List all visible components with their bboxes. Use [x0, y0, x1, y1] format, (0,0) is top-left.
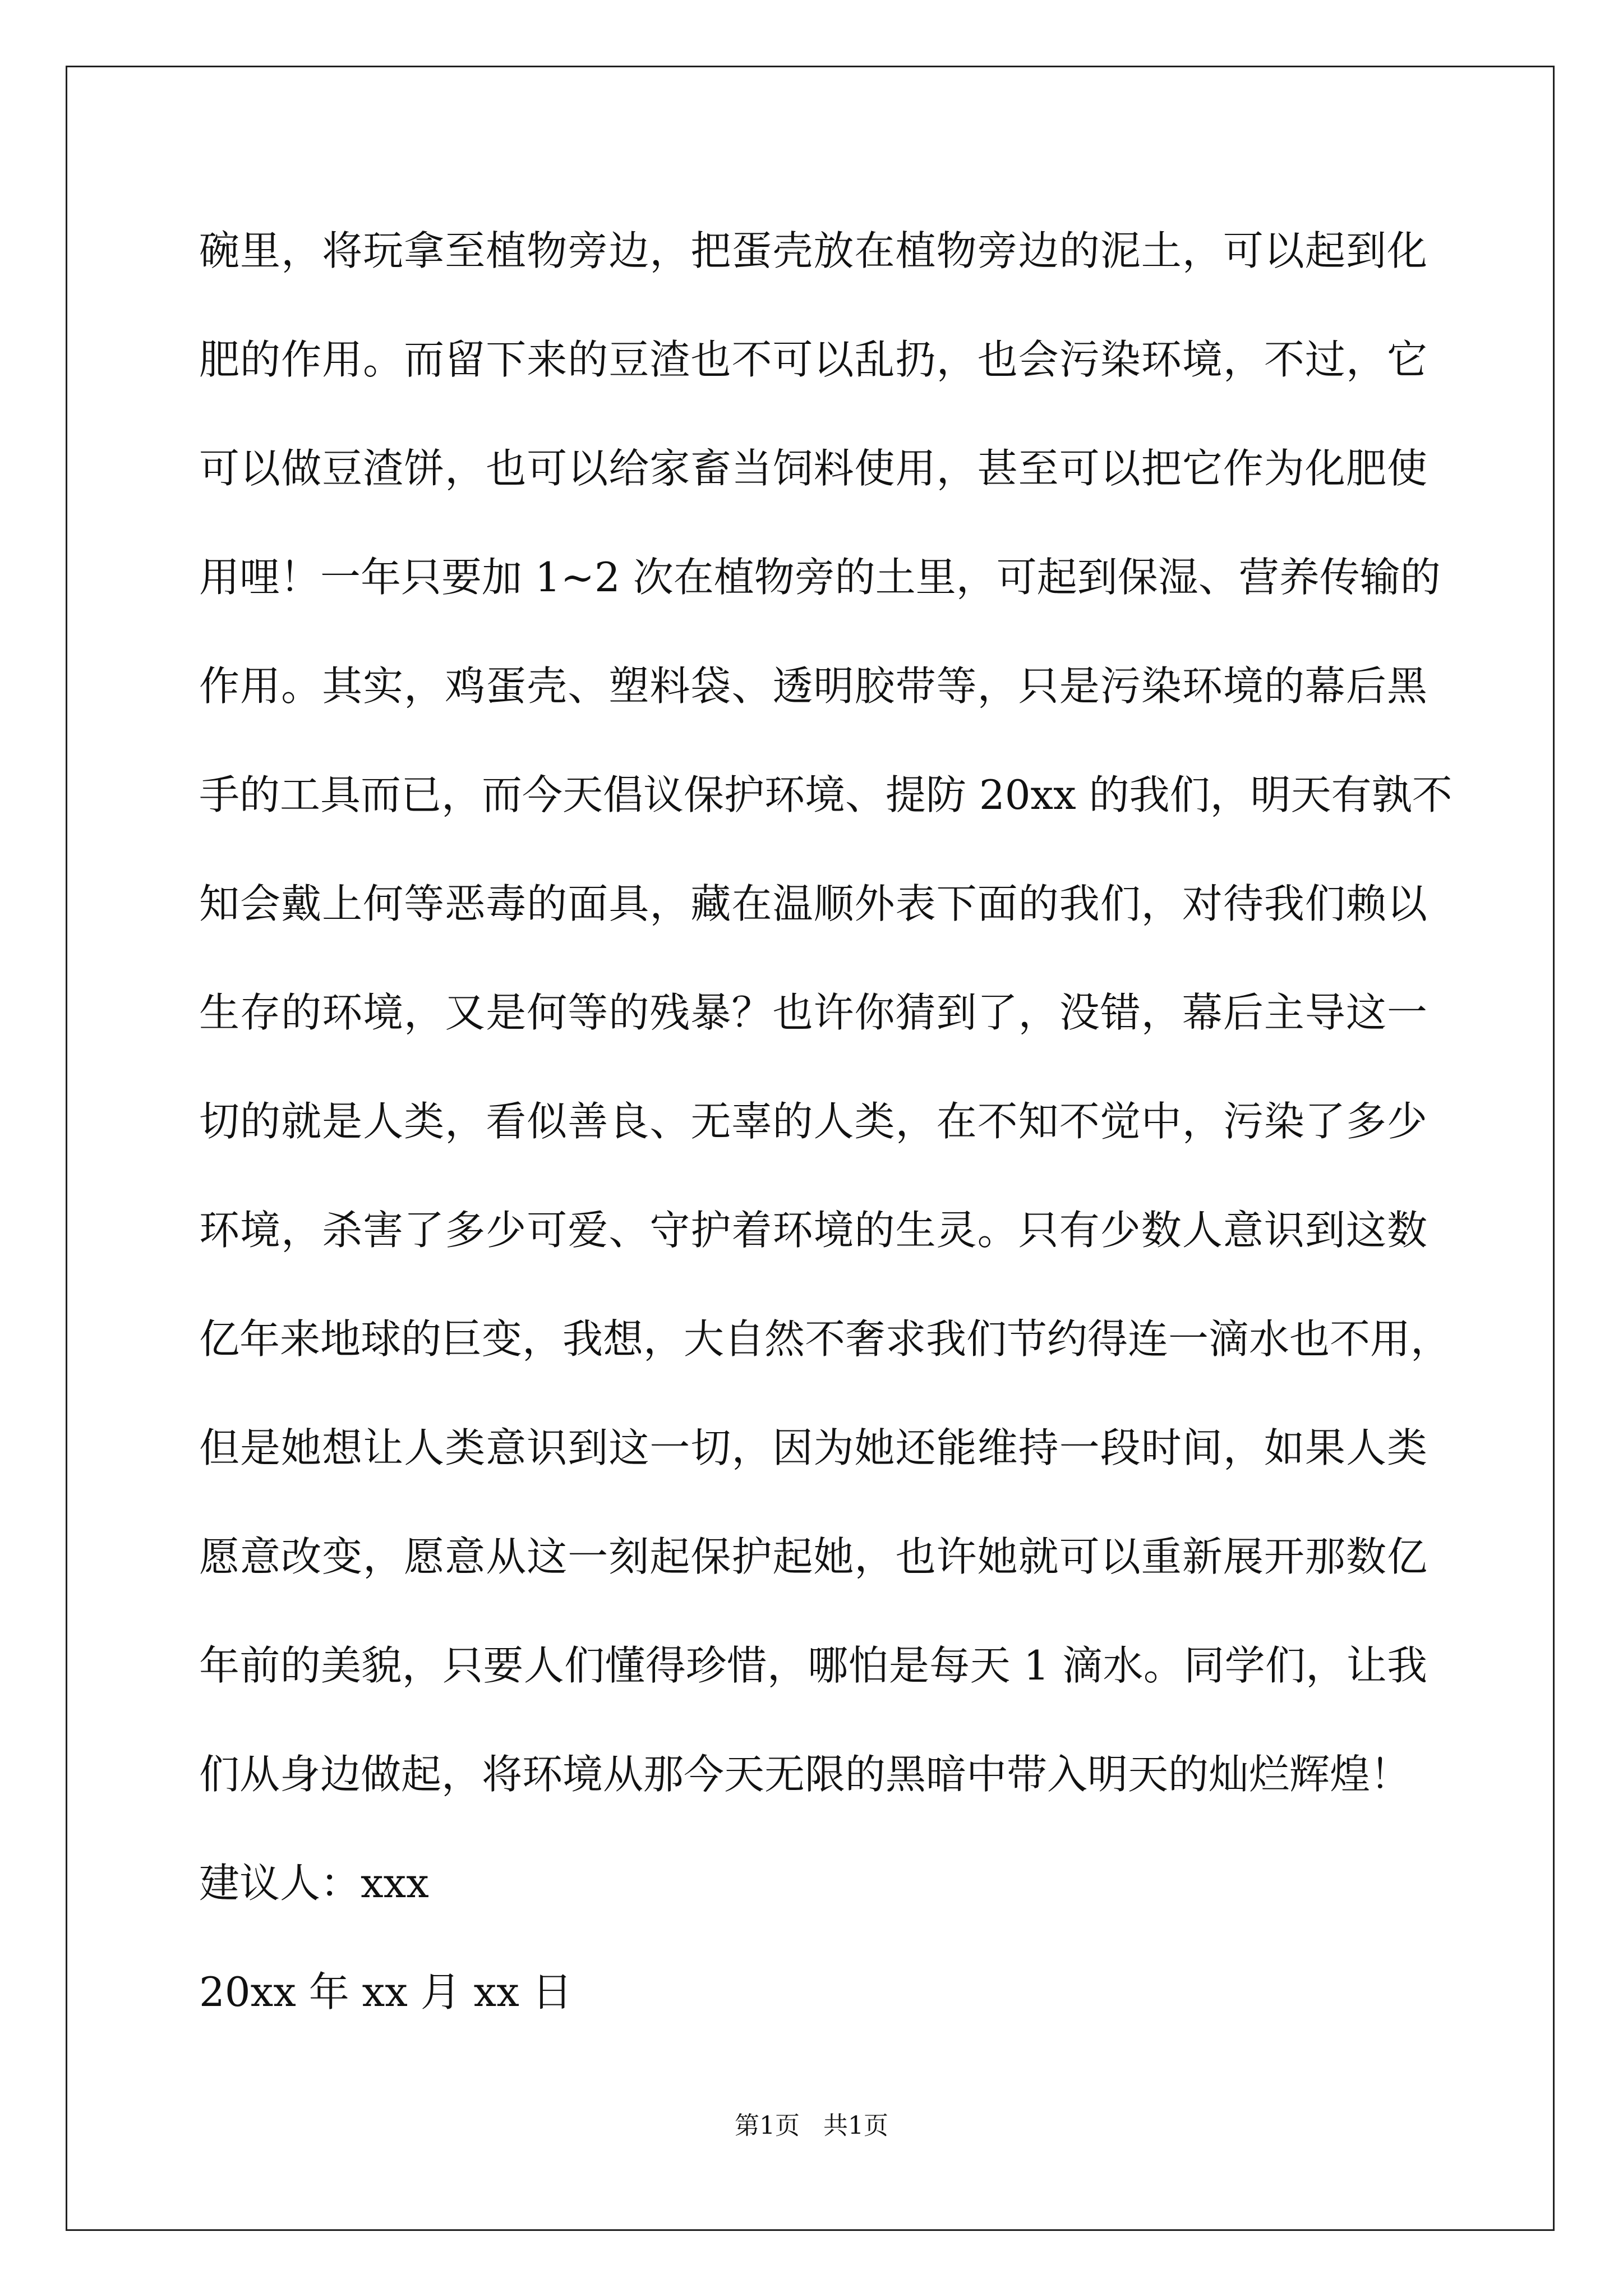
body-line: 切的就是人类，看似善良、无辜的人类，在不知不觉中，污染了多少: [199, 1098, 1427, 1145]
page-number-total: 共1页: [823, 2111, 888, 2140]
body-line: 亿年来地球的巨变，我想，大自然不奢求我们节约得连一滴水也不用，: [199, 1315, 1451, 1363]
body-line: 们从身边做起，将环境从那今天无限的黑暗中带入明天的灿烂辉煌！: [199, 1751, 1411, 1798]
body-line: 生存的环境，又是何等的残暴？也许你猜到了，没错，幕后主导这一: [199, 989, 1427, 1036]
body-line: 愿意改变，愿意从这一刻起保护起她，也许她就可以重新展开那数亿: [199, 1533, 1427, 1580]
page-footer: [0, 2109, 1623, 2143]
signature-date: 20xx 年 xx 月 xx 日: [199, 1968, 573, 2016]
body-line: 用哩！一年只要加 1~2 次在植物旁的土里，可起到保湿、营养传输的: [199, 554, 1441, 601]
body-line: 年前的美貌，只要人们懂得珍惜，哪怕是每天 1 滴水。同学们，让我: [199, 1642, 1427, 1689]
body-line: 作用。其实，鸡蛋壳、塑料袋、透明胶带等，只是污染环境的幕后黑: [199, 662, 1427, 710]
body-line: 但是她想让人类意识到这一切，因为她还能维持一段时间，如果人类: [199, 1424, 1427, 1471]
page-number-current: 第1页: [735, 2111, 800, 2140]
body-line: 手的工具而已，而今天倡议保护环境、提防 20xx 的我们，明天有孰不: [199, 771, 1453, 818]
body-line: 肥的作用。而留下来的豆渣也不可以乱扔，也会污染环境，不过，它: [199, 336, 1427, 383]
body-line: 碗里，将玩拿至植物旁边，把蛋壳放在植物旁边的泥土，可以起到化: [199, 227, 1427, 274]
body-line: 可以做豆渣饼，也可以给家畜当饲料使用，甚至可以把它作为化肥使: [199, 445, 1427, 492]
document-body: [199, 209, 1453, 2059]
body-line: 知会戴上何等恶毒的面具，藏在温顺外表下面的我们，对待我们赖以: [199, 880, 1427, 927]
body-line: 环境，杀害了多少可爱、守护着环境的生灵。只有少数人意识到这数: [199, 1207, 1427, 1254]
proposer-signature: 建议人：xxx: [199, 1860, 429, 1907]
